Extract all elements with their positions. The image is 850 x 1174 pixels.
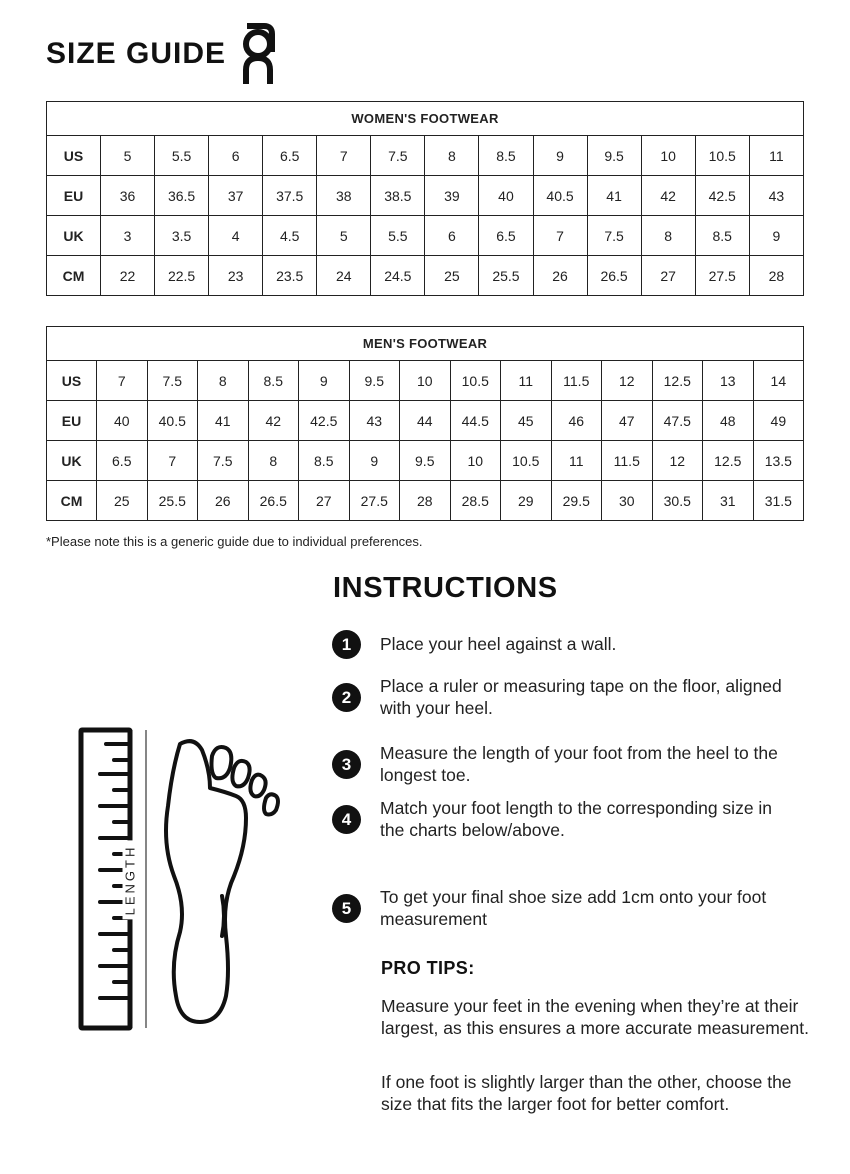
pro-tip-1: Measure your feet in the evening when they’re at their largest, as this ensures a more accurate measurement. xyxy=(381,996,809,1038)
table-cell: 28 xyxy=(749,256,803,296)
pro-tip-2: If one foot is slightly larger than the other, choose the size that fits the larger foot for better comfort. xyxy=(381,1072,792,1114)
table-cell: 3.5 xyxy=(155,216,209,256)
row-label: US xyxy=(47,361,97,401)
table-cell: 6.5 xyxy=(97,441,148,481)
table-row xyxy=(47,361,804,401)
table-cell: 31 xyxy=(703,481,754,521)
table-cell: 40 xyxy=(479,176,533,216)
table-cell: 30 xyxy=(602,481,653,521)
table-cell: 26 xyxy=(533,256,587,296)
table-row xyxy=(47,216,804,256)
womens-size-table xyxy=(46,101,804,296)
table-cell: 25.5 xyxy=(147,481,198,521)
table-cell: 9.5 xyxy=(587,136,641,176)
table-cell: 7.5 xyxy=(371,136,425,176)
table-cell: 49 xyxy=(753,401,804,441)
table-cell: 31.5 xyxy=(753,481,804,521)
instruction-step-1 xyxy=(332,630,800,659)
table-cell: 47 xyxy=(602,401,653,441)
table-cell: 22.5 xyxy=(155,256,209,296)
table-cell: 30.5 xyxy=(652,481,703,521)
table-cell: 36.5 xyxy=(155,176,209,216)
length-label: LENGTH xyxy=(123,841,138,920)
table-cell: 24.5 xyxy=(371,256,425,296)
mens-size-table xyxy=(46,326,804,521)
table-cell: 42 xyxy=(248,401,299,441)
table-cell: 46 xyxy=(551,401,602,441)
table-cell: 48 xyxy=(703,401,754,441)
table-cell: 10.5 xyxy=(501,441,552,481)
table-cell: 10.5 xyxy=(695,136,749,176)
table-cell: 27.5 xyxy=(695,256,749,296)
table-cell: 24 xyxy=(317,256,371,296)
row-label: CM xyxy=(47,256,101,296)
table-cell: 39 xyxy=(425,176,479,216)
table-cell: 11 xyxy=(551,441,602,481)
table-cell: 11 xyxy=(501,361,552,401)
table-cell: 4.5 xyxy=(263,216,317,256)
foot-measurement-illustration xyxy=(76,726,296,1032)
on-logo-icon xyxy=(240,22,276,86)
table-cell: 6.5 xyxy=(479,216,533,256)
step-text: To get your final shoe size add 1cm onto your foot measurement xyxy=(380,887,767,929)
table-cell: 36 xyxy=(101,176,155,216)
table-cell: 7 xyxy=(97,361,148,401)
table-cell: 8.5 xyxy=(248,361,299,401)
step-number-badge: 3 xyxy=(332,750,361,779)
pro-tips-title: PRO TIPS: xyxy=(381,958,475,978)
row-label: EU xyxy=(47,401,97,441)
table-cell: 7.5 xyxy=(587,216,641,256)
table-cell: 42.5 xyxy=(695,176,749,216)
table-cell: 43 xyxy=(749,176,803,216)
row-label: US xyxy=(47,136,101,176)
table-cell: 40.5 xyxy=(147,401,198,441)
table-cell: 14 xyxy=(753,361,804,401)
row-label: UK xyxy=(47,441,97,481)
table-cell: 25 xyxy=(97,481,148,521)
table-cell: 8.5 xyxy=(695,216,749,256)
instruction-step-4 xyxy=(332,798,800,841)
table-cell: 44 xyxy=(400,401,451,441)
table-cell: 29.5 xyxy=(551,481,602,521)
table-cell: 9.5 xyxy=(349,361,400,401)
table-cell: 7 xyxy=(317,136,371,176)
step-text: Measure the length of your foot from the heel to the longest toe. xyxy=(380,743,778,785)
table-cell: 38 xyxy=(317,176,371,216)
table-cell: 42.5 xyxy=(299,401,350,441)
table-cell: 28 xyxy=(400,481,451,521)
table-cell: 29 xyxy=(501,481,552,521)
table-cell: 9 xyxy=(349,441,400,481)
mens-table-caption: MEN'S FOOTWEAR xyxy=(47,327,804,361)
instruction-step-2 xyxy=(332,676,800,719)
table-cell: 7 xyxy=(147,441,198,481)
table-cell: 10 xyxy=(400,361,451,401)
row-label: EU xyxy=(47,176,101,216)
table-cell: 27.5 xyxy=(349,481,400,521)
table-cell: 7.5 xyxy=(147,361,198,401)
step-text: Place your heel against a wall. xyxy=(380,633,617,654)
table-cell: 12.5 xyxy=(652,361,703,401)
womens-table-caption: WOMEN'S FOOTWEAR xyxy=(47,102,804,136)
step-number-badge: 2 xyxy=(332,683,361,712)
table-cell: 12.5 xyxy=(703,441,754,481)
table-cell: 27 xyxy=(299,481,350,521)
step-number-badge: 1 xyxy=(332,630,361,659)
table-cell: 8 xyxy=(248,441,299,481)
table-cell: 25 xyxy=(425,256,479,296)
table-cell: 4 xyxy=(209,216,263,256)
table-cell: 12 xyxy=(602,361,653,401)
table-cell: 43 xyxy=(349,401,400,441)
table-row xyxy=(47,441,804,481)
table-cell: 40.5 xyxy=(533,176,587,216)
header xyxy=(46,22,276,86)
table-cell: 9 xyxy=(533,136,587,176)
table-cell: 23 xyxy=(209,256,263,296)
table-cell: 8 xyxy=(641,216,695,256)
table-cell: 11.5 xyxy=(551,361,602,401)
table-cell: 45 xyxy=(501,401,552,441)
instruction-step-5 xyxy=(332,887,800,930)
table-row xyxy=(47,256,804,296)
table-cell: 6.5 xyxy=(263,136,317,176)
table-cell: 8 xyxy=(198,361,249,401)
table-cell: 26.5 xyxy=(587,256,641,296)
table-cell: 28.5 xyxy=(450,481,501,521)
table-cell: 40 xyxy=(97,401,148,441)
table-row xyxy=(47,481,804,521)
table-cell: 38.5 xyxy=(371,176,425,216)
row-label: CM xyxy=(47,481,97,521)
step-number-badge: 4 xyxy=(332,805,361,834)
table-cell: 8.5 xyxy=(479,136,533,176)
table-cell: 10.5 xyxy=(450,361,501,401)
step-text: Match your foot length to the corresponding size in the charts below/above. xyxy=(380,798,773,840)
table-cell: 7 xyxy=(533,216,587,256)
table-cell: 41 xyxy=(587,176,641,216)
table-cell: 8.5 xyxy=(299,441,350,481)
table-cell: 26.5 xyxy=(248,481,299,521)
table-cell: 37.5 xyxy=(263,176,317,216)
table-cell: 13.5 xyxy=(753,441,804,481)
table-cell: 22 xyxy=(101,256,155,296)
table-cell: 5.5 xyxy=(371,216,425,256)
table-cell: 9.5 xyxy=(400,441,451,481)
size-guide-note: *Please note this is a generic guide due to individual preferences. xyxy=(46,534,423,549)
table-cell: 27 xyxy=(641,256,695,296)
table-cell: 5.5 xyxy=(155,136,209,176)
step-text: Place a ruler or measuring tape on the floor, aligned with your heel. xyxy=(380,676,782,718)
table-cell: 5 xyxy=(101,136,155,176)
table-cell: 47.5 xyxy=(652,401,703,441)
table-row xyxy=(47,136,804,176)
table-cell: 26 xyxy=(198,481,249,521)
table-cell: 23.5 xyxy=(263,256,317,296)
instruction-step-3 xyxy=(332,743,800,786)
table-cell: 6 xyxy=(209,136,263,176)
table-cell: 3 xyxy=(101,216,155,256)
row-label: UK xyxy=(47,216,101,256)
table-row xyxy=(47,176,804,216)
table-cell: 9 xyxy=(749,216,803,256)
table-cell: 41 xyxy=(198,401,249,441)
table-cell: 6 xyxy=(425,216,479,256)
table-cell: 10 xyxy=(450,441,501,481)
table-cell: 44.5 xyxy=(450,401,501,441)
table-cell: 10 xyxy=(641,136,695,176)
table-cell: 25.5 xyxy=(479,256,533,296)
table-cell: 37 xyxy=(209,176,263,216)
page-title: SIZE GUIDE xyxy=(46,37,227,70)
table-cell: 12 xyxy=(652,441,703,481)
table-cell: 13 xyxy=(703,361,754,401)
instructions-title: INSTRUCTIONS xyxy=(333,572,558,604)
table-cell: 7.5 xyxy=(198,441,249,481)
table-cell: 42 xyxy=(641,176,695,216)
length-label-wrap xyxy=(122,844,209,916)
table-cell: 8 xyxy=(425,136,479,176)
table-cell: 9 xyxy=(299,361,350,401)
table-row xyxy=(47,401,804,441)
table-cell: 5 xyxy=(317,216,371,256)
table-cell: 11.5 xyxy=(602,441,653,481)
step-number-badge: 5 xyxy=(332,894,361,923)
table-cell: 11 xyxy=(749,136,803,176)
